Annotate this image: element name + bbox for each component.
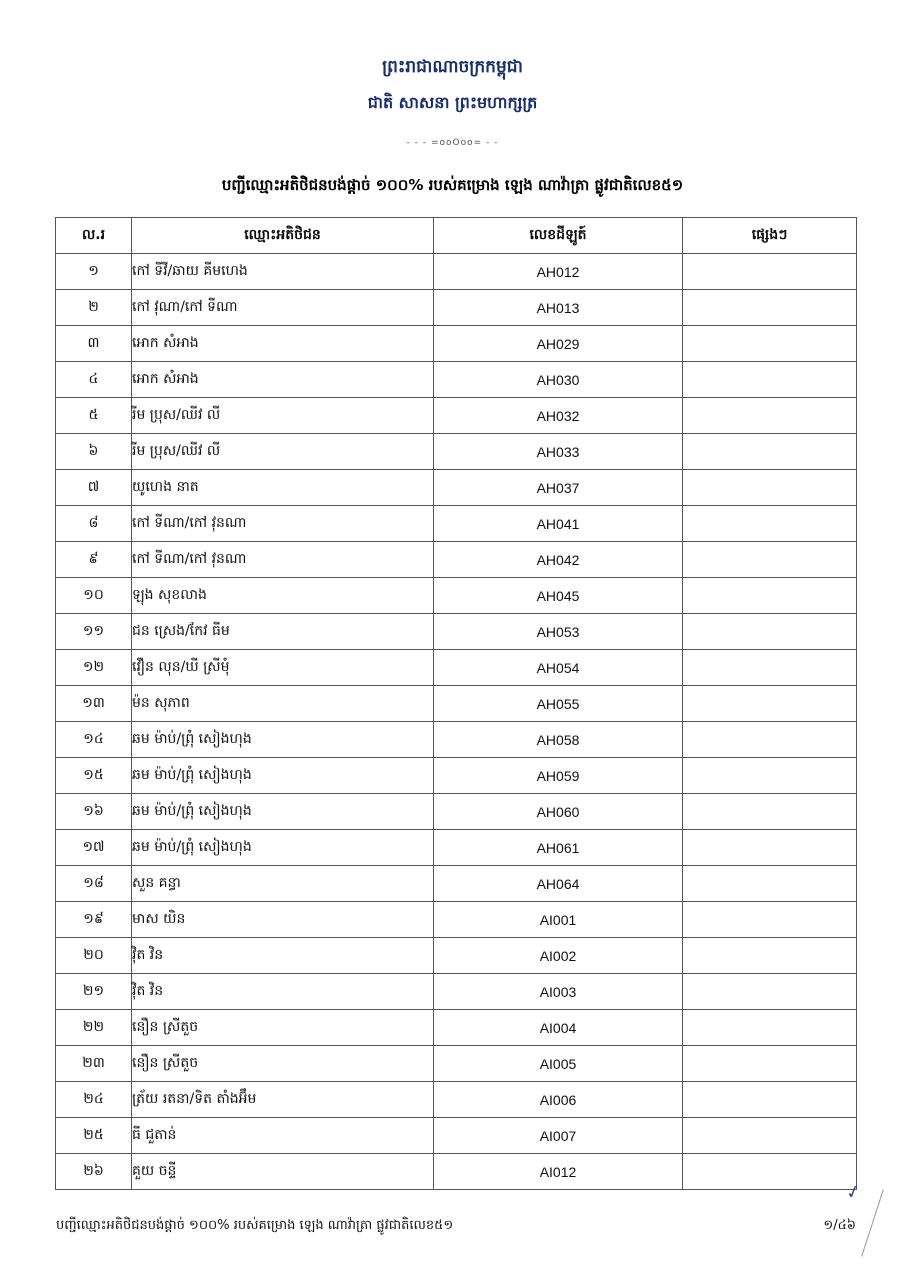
table-row (56, 686, 857, 722)
lot-number: AH013 (434, 290, 683, 326)
lot-number: AI002 (434, 938, 683, 974)
row-number: ២១ (56, 974, 132, 1010)
lot-number: AI006 (434, 1082, 683, 1118)
table-row (56, 1118, 857, 1154)
customer-name: ម៉ន សុភាព (132, 686, 434, 722)
table-row (56, 866, 857, 902)
customer-name: ឆម ម៉ាប់/ព្រុំ សៀងហុង (132, 758, 434, 794)
table-row (56, 362, 857, 398)
header-ornament: - - - =ooOoo= - - (406, 138, 499, 148)
customer-name: ឆម ម៉ាប់/ព្រុំ សៀងហុង (132, 722, 434, 758)
table-row (56, 722, 857, 758)
other-note (683, 326, 857, 362)
table-row (56, 650, 857, 686)
other-note (683, 254, 857, 290)
other-note (683, 1082, 857, 1118)
lot-number: AH060 (434, 794, 683, 830)
other-note (683, 866, 857, 902)
initial-mark-icon: ✓ (843, 1180, 864, 1205)
national-motto: ជាតិ សាសនា ព្រះមហាក្សត្រ (367, 93, 538, 112)
other-note (683, 290, 857, 326)
other-note (683, 650, 857, 686)
column-header-name: ឈ្មោះអតិថិជន (132, 218, 434, 254)
other-note (683, 902, 857, 938)
customer-name: យូហេង នាត (132, 470, 434, 506)
table-row (56, 542, 857, 578)
row-number: ១៣ (56, 686, 132, 722)
lot-number: AH059 (434, 758, 683, 794)
lot-number: AI003 (434, 974, 683, 1010)
other-note (683, 362, 857, 398)
lot-number: AH033 (434, 434, 683, 470)
other-note (683, 578, 857, 614)
customer-name: ធី ជួតាន់ (132, 1118, 434, 1154)
other-note (683, 974, 857, 1010)
other-note (683, 830, 857, 866)
row-number: ១៧ (56, 830, 132, 866)
table-row (56, 434, 857, 470)
customer-name: ឆម ម៉ាប់/ព្រុំ សៀងហុង (132, 794, 434, 830)
other-note (683, 1118, 857, 1154)
lot-number: AI012 (434, 1154, 683, 1190)
row-number: ២០ (56, 938, 132, 974)
table-row (56, 290, 857, 326)
customer-name: កៅ ទីណា/កៅ វុនណា (132, 506, 434, 542)
table-row (56, 938, 857, 974)
row-number: ២៦ (56, 1154, 132, 1190)
table-row (56, 506, 857, 542)
row-number: ៦ (56, 434, 132, 470)
row-number: ៥ (56, 398, 132, 434)
row-number: ៧ (56, 470, 132, 506)
row-number: ២៥ (56, 1118, 132, 1154)
table-row (56, 974, 857, 1010)
table-row (56, 830, 857, 866)
row-number: ១០ (56, 578, 132, 614)
customer-name: ជន ស្រេង/កែវ ធីម (132, 614, 434, 650)
table-header-row (56, 218, 857, 254)
customer-table (55, 217, 857, 1190)
table-row (56, 254, 857, 290)
kingdom-heading: ព្រះរាជាណាចក្រកម្ពុជា (382, 57, 523, 77)
row-number: ១៨ (56, 866, 132, 902)
lot-number: AH030 (434, 362, 683, 398)
lot-number: AI005 (434, 1046, 683, 1082)
customer-name: វ៉ិត វិន (132, 938, 434, 974)
column-header-number: ល.រ (56, 218, 132, 254)
table-row (56, 1082, 857, 1118)
table-row (56, 326, 857, 362)
table-row (56, 578, 857, 614)
customer-name: រីម ប្រុស/ឈីវ លី (132, 398, 434, 434)
row-number: ៩ (56, 542, 132, 578)
customer-name: ឡុង សុខលាង (132, 578, 434, 614)
customer-name: មាស យិន (132, 902, 434, 938)
customer-name: នឿន ស្រីតួច (132, 1046, 434, 1082)
footer-title: បញ្ជីឈ្មោះអតិថិជនបង់ផ្តាច់ ១០០% របស់គម្រោង ឡេង ណាវ៉ាត្រា ផ្លូវជាតិលេខ៥១ (56, 1218, 454, 1233)
table-row (56, 794, 857, 830)
other-note (683, 470, 857, 506)
row-number: ១៦ (56, 794, 132, 830)
lot-number: AH042 (434, 542, 683, 578)
row-number: ១ (56, 254, 132, 290)
other-note (683, 722, 857, 758)
lot-number: AH032 (434, 398, 683, 434)
row-number: ៤ (56, 362, 132, 398)
other-note (683, 938, 857, 974)
table-row (56, 758, 857, 794)
other-note (683, 758, 857, 794)
lot-number: AH029 (434, 326, 683, 362)
table-row (56, 1046, 857, 1082)
row-number: ១៩ (56, 902, 132, 938)
lot-number: AH037 (434, 470, 683, 506)
other-note (683, 794, 857, 830)
lot-number: AH061 (434, 830, 683, 866)
table-row (56, 1154, 857, 1190)
customer-name: វឿន លុន/ឃី ស្រីមុំ (132, 650, 434, 686)
row-number: ១១ (56, 614, 132, 650)
row-number: ២៣ (56, 1046, 132, 1082)
row-number: ២ (56, 290, 132, 326)
table-row (56, 902, 857, 938)
customer-name: ត្រ័យ រតនា/ទិត តាំងអ៊ឹម (132, 1082, 434, 1118)
customer-name: រីម ប្រុស/ឈីវ លី (132, 434, 434, 470)
customer-name: សួន គន្ធា (132, 866, 434, 902)
other-note (683, 398, 857, 434)
lot-number: AH053 (434, 614, 683, 650)
table-row (56, 398, 857, 434)
other-note (683, 1010, 857, 1046)
other-note (683, 434, 857, 470)
customer-name: អោក សំអាង (132, 362, 434, 398)
other-note (683, 1046, 857, 1082)
table-row (56, 1010, 857, 1046)
page-footer (56, 1217, 856, 1236)
customer-name: គួយ ចន្ទី (132, 1154, 434, 1190)
table-row (56, 614, 857, 650)
row-number: ១២ (56, 650, 132, 686)
document-title: បញ្ជីឈ្មោះអតិថិជនបង់ផ្តាច់ ១០០% របស់គម្រោង ឡេង ណាវ៉ាត្រា ផ្លូវជាតិលេខ៥១ (221, 176, 684, 194)
customer-name: កៅ ទីវី/ឆាយ គីមហេង (132, 254, 434, 290)
lot-number: AH041 (434, 506, 683, 542)
table-row (56, 470, 857, 506)
other-note (683, 542, 857, 578)
lot-number: AH054 (434, 650, 683, 686)
other-note (683, 1154, 857, 1190)
lot-number: AH055 (434, 686, 683, 722)
lot-number: AH012 (434, 254, 683, 290)
scan-edge-line (861, 1190, 884, 1257)
row-number: ២២ (56, 1010, 132, 1046)
row-number: ១៥ (56, 758, 132, 794)
other-note (683, 686, 857, 722)
customer-name: អោក សំអាង (132, 326, 434, 362)
customer-name: ឆម ម៉ាប់/ព្រុំ សៀងហុង (132, 830, 434, 866)
lot-number: AH064 (434, 866, 683, 902)
row-number: ១៤ (56, 722, 132, 758)
lot-number: AI004 (434, 1010, 683, 1046)
row-number: ៣ (56, 326, 132, 362)
lot-number: AH058 (434, 722, 683, 758)
other-note (683, 506, 857, 542)
other-note (683, 614, 857, 650)
row-number: ៨ (56, 506, 132, 542)
customer-name: កៅ វុណា/កៅ ទីណា (132, 290, 434, 326)
customer-name: នឿន ស្រីតួច (132, 1010, 434, 1046)
customer-name: វ៉ិត វិន (132, 974, 434, 1010)
column-header-other: ផ្សេងៗ (683, 218, 857, 254)
column-header-lot: លេខដីឡូត៍ (434, 218, 683, 254)
customer-name: កៅ ទីណា/កៅ វុនណា (132, 542, 434, 578)
lot-number: AI007 (434, 1118, 683, 1154)
lot-number: AI001 (434, 902, 683, 938)
row-number: ២៤ (56, 1082, 132, 1118)
page-number: ១/៤៦ (823, 1218, 856, 1233)
lot-number: AH045 (434, 578, 683, 614)
